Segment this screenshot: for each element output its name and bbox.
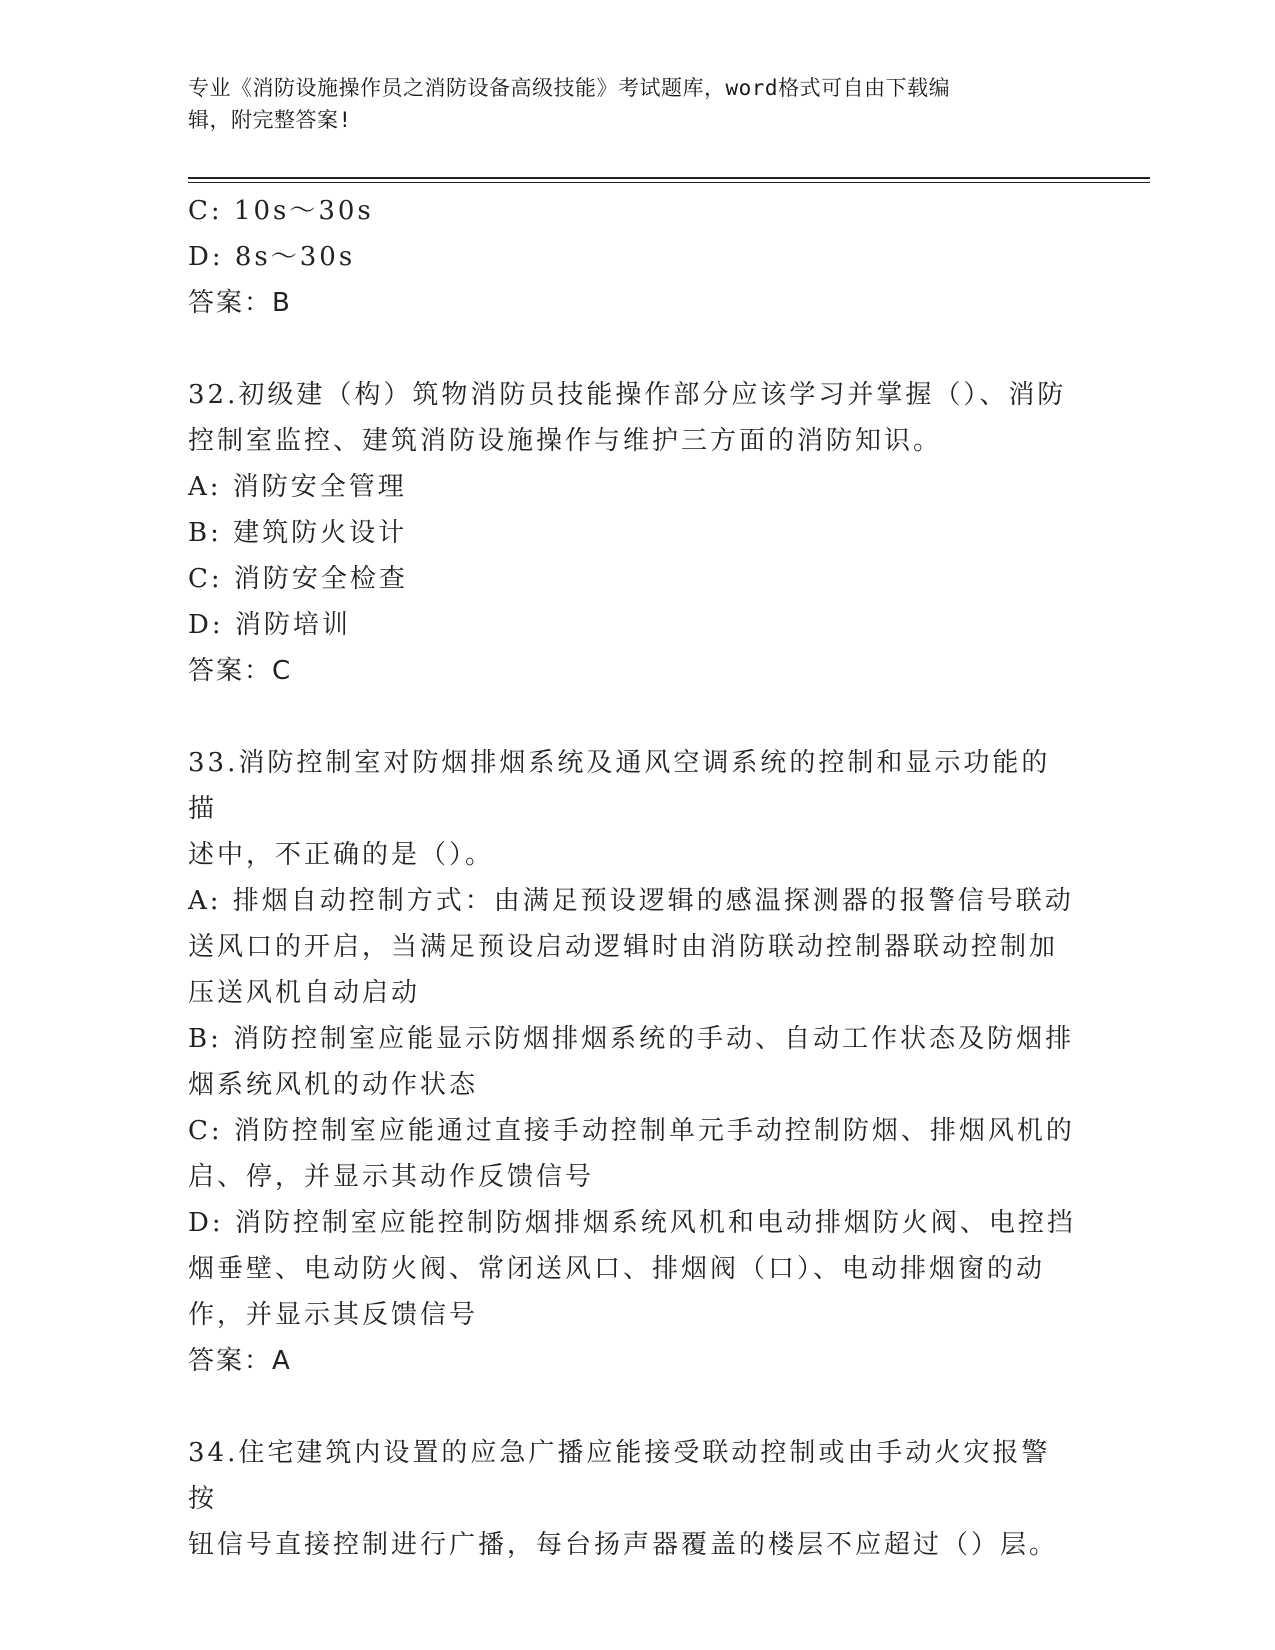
option-a-continued: 压送风机自动启动	[188, 978, 421, 1008]
document-header	[188, 72, 1088, 136]
option-d: D: 消防控制室应能控制防烟排烟系统风机和电动排烟防火阀、电控挡	[188, 1208, 1076, 1238]
header-line-1: 专业《消防设施操作员之消防设备高级技能》考试题库，word格式可自由下载编	[188, 76, 951, 100]
option-d-continued: 烟垂壁、电动防火阀、常闭送风口、排烟阀（口）、电动排烟窗的动	[188, 1254, 1046, 1284]
answer-label: 答案：C	[188, 656, 293, 686]
question-34	[188, 1430, 1078, 1568]
question-text: 34.住宅建筑内设置的应急广播应能接受联动控制或由手动火灾报警按	[188, 1438, 1051, 1514]
option-d: D: 消防培训	[188, 610, 351, 640]
option-c: C: 消防控制室应能通过直接手动控制单元手动控制防烟、排烟风机的	[188, 1116, 1075, 1146]
option-c: C: 消防安全检查	[188, 564, 408, 594]
question-31-tail	[188, 188, 1078, 326]
option-b-continued: 烟系统风机的动作状态	[188, 1070, 479, 1100]
header-line-2: 辑，附完整答案!	[188, 108, 352, 132]
question-32	[188, 372, 1078, 694]
question-text: 述中，不正确的是（）。	[188, 840, 495, 870]
header-divider-thin	[188, 182, 1150, 183]
spacer	[188, 326, 1078, 372]
spacer	[188, 1384, 1078, 1430]
question-text: 控制室监控、建筑消防设施操作与维护三方面的消防知识。	[188, 426, 943, 456]
option-b: B: 建筑防火设计	[188, 518, 408, 548]
option-c: C: 10s～30s	[188, 196, 374, 226]
question-text: 钮信号直接控制进行广播，每台扬声器覆盖的楼层不应超过（）层。	[188, 1530, 1059, 1560]
question-text: 33.消防控制室对防烟排烟系统及通风空调系统的控制和显示功能的描	[188, 748, 1051, 824]
option-a: A: 消防安全管理	[188, 472, 407, 502]
option-a-continued: 送风口的开启，当满足预设启动逻辑时由消防联动控制器联动控制加	[188, 932, 1059, 962]
question-content	[188, 188, 1078, 1568]
question-text: 32.初级建（构）筑物消防员技能操作部分应该学习并掌握（）、消防	[188, 380, 1067, 410]
option-a: A: 排烟自动控制方式：由满足预设逻辑的感温探测器的报警信号联动	[188, 886, 1074, 916]
spacer	[188, 694, 1078, 740]
option-c-continued: 启、停，并显示其动作反馈信号	[188, 1162, 595, 1192]
question-33	[188, 740, 1078, 1384]
header-divider-thick	[188, 177, 1150, 179]
option-d-continued: 作，并显示其反馈信号	[188, 1300, 479, 1330]
option-d: D: 8s～30s	[188, 242, 356, 272]
answer-label: 答案：B	[188, 288, 292, 318]
answer-label: 答案：A	[188, 1346, 292, 1376]
option-b: B: 消防控制室应能显示防烟排烟系统的手动、自动工作状态及防烟排	[188, 1024, 1075, 1054]
